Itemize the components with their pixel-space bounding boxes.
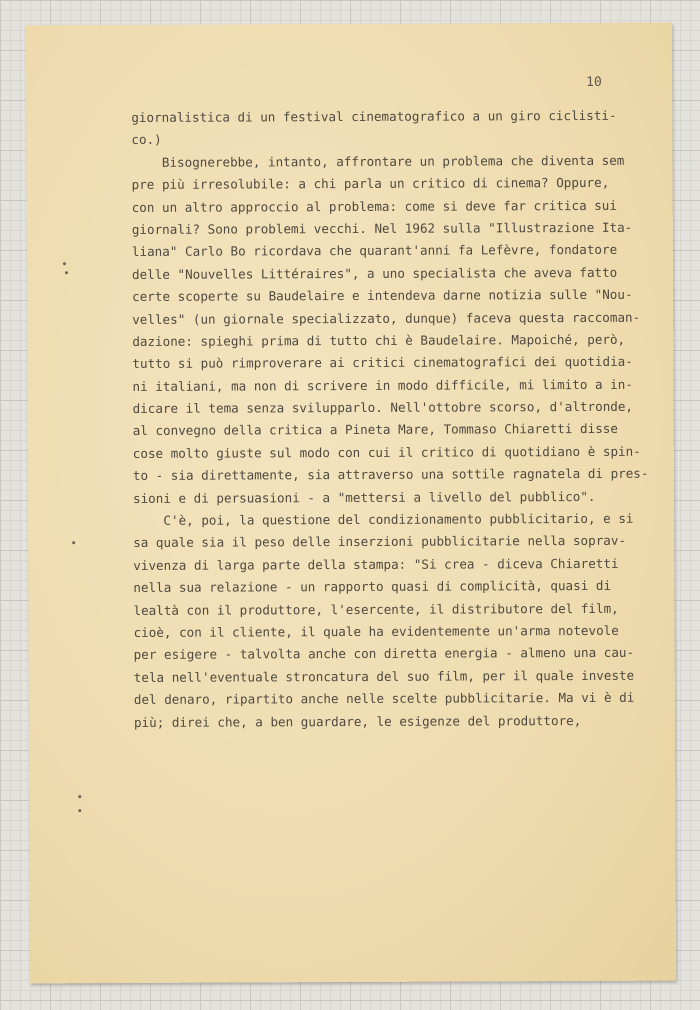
text-line: vivenza di larga parte della stampa: "Si crea - diceva Chiaretti — [133, 555, 619, 573]
page-number: 10 — [586, 74, 602, 90]
text-line: al convegno della critica a Pineta Mare, Tommaso Chiaretti disse — [132, 421, 618, 439]
paper-mark — [78, 809, 81, 812]
text-line: co.) — [131, 132, 162, 148]
text-line: delle "Nouvelles Littéraires", a uno specialista che aveva fatto — [131, 264, 618, 282]
text-line: ni italiani, ma non di scrivere in modo difficile, mi limito a in- — [132, 376, 633, 394]
text-line: nella sua relazione - un rapporto quasi di complicità, quasi di — [133, 578, 612, 596]
text-line: certe scoperte su Baudelaire e intendeva darne notizia sulle "Nou- — [132, 286, 633, 305]
paper-mark — [63, 262, 66, 265]
text-line: dicare il tema senza svilupparlo. Nell'ottobre scorso, d'altronde, — [132, 398, 634, 417]
paper-mark — [65, 271, 68, 274]
text-line: dazione: spieghi prima di tutto chi è Baudelaire. Mapoiché, però, — [132, 331, 626, 349]
text-line: velles" (un giornale specializzato, dunque) faceva questa raccoman- — [132, 309, 641, 327]
text-line: sa quale sia il peso delle inserzioni pubblicitarie nella soprav- — [133, 533, 627, 551]
text-line: C'è, poi, la questione del condizionamento pubblicitario, e si — [133, 510, 634, 528]
text-line: pre più irresolubile: a chi parla un critico di cinema? Oppure, — [131, 175, 610, 193]
typewritten-page — [26, 23, 676, 984]
text-line: sioni e di persuasioni - a "mettersi a livello del pubblico". — [132, 488, 596, 506]
text-line: tutto si può rimproverare ai critici cinematografici dei quotidia- — [132, 354, 633, 372]
text-line: giornalistica di un festival cinematografico a un giro ciclisti- — [131, 107, 617, 125]
text-line: giornali? Sono problemi vecchi. Nel 1962 sulla "Illustrazione Ita- — [131, 219, 633, 237]
body-text — [131, 105, 649, 734]
text-line: lealtà con il produttore, l'esercente, il distributore del film, — [133, 600, 619, 618]
text-line: per esigere - talvolta anche con diretta energia - almeno una cau- — [133, 645, 635, 663]
text-line: to - sia direttamente, sia attraverso una sottile ragnatela di pres- — [132, 465, 649, 484]
text-line: con un altro approccio al problema: come si deve far critica sui — [131, 197, 618, 215]
text-line: Bisognerebbe, intanto, affrontare un problema che diventa sem — [131, 152, 625, 170]
text-line: liana" Carlo Bo ricordava che quarant'anni fa Lefèvre, fondatore — [131, 242, 618, 260]
text-line: tela nell'eventuale stroncatura del suo film, per il quale investe — [133, 667, 635, 685]
text-line: cose molto giuste sul modo con cui il critico di quotidiano è spin- — [132, 443, 641, 461]
paper-mark — [72, 541, 75, 544]
text-line: più; direi che, a ben guardare, le esigenze del produttore, — [133, 712, 582, 730]
text-line: del denaro, ripartito anche nelle scelte pubblicitarie. Ma vi è di — [133, 689, 635, 708]
text-line: cioè, con il cliente, il quale ha evidentemente un'arma notevole — [133, 622, 619, 640]
paper-mark — [78, 795, 81, 798]
